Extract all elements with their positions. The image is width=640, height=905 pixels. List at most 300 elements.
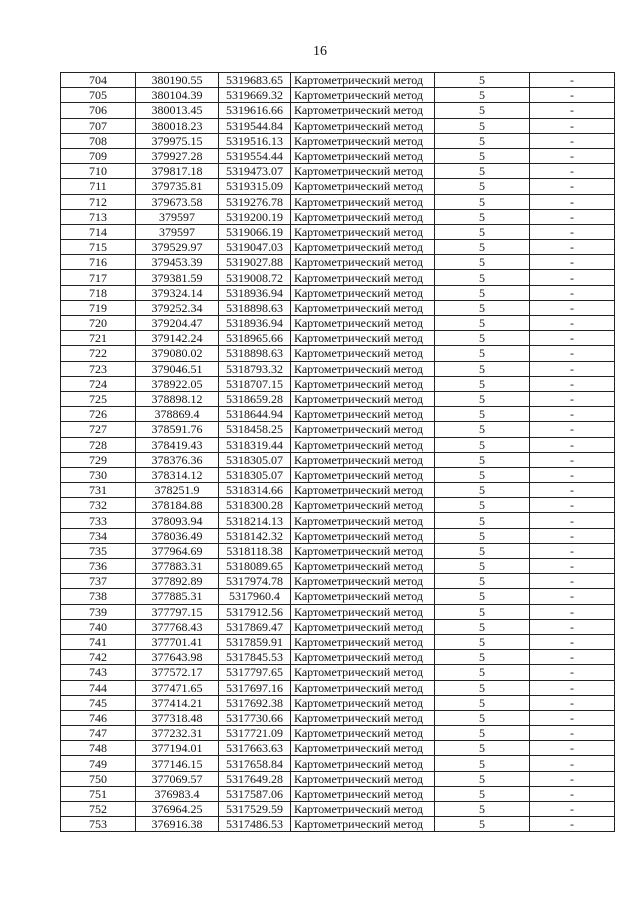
y-coordinate-cell: 5319047.03: [219, 240, 291, 255]
x-coordinate-cell: 379735.81: [136, 179, 219, 194]
point-number-cell: 745: [61, 695, 136, 710]
x-coordinate-cell: 377892.89: [136, 574, 219, 589]
x-coordinate-cell: 377146.15: [136, 756, 219, 771]
y-coordinate-cell: 5319669.32: [219, 88, 291, 103]
note-cell: -: [530, 513, 615, 528]
point-number-cell: 752: [61, 802, 136, 817]
note-cell: -: [530, 543, 615, 558]
method-cell: Картометрический метод: [291, 391, 435, 406]
point-number-cell: 712: [61, 194, 136, 209]
x-coordinate-cell: 377768.43: [136, 619, 219, 634]
point-number-cell: 732: [61, 498, 136, 513]
method-cell: Картометрический метод: [291, 756, 435, 771]
point-number-cell: 740: [61, 619, 136, 634]
accuracy-cell: 5: [435, 224, 530, 239]
point-number-cell: 725: [61, 391, 136, 406]
table-row: [61, 771, 615, 786]
accuracy-cell: 5: [435, 726, 530, 741]
note-cell: -: [530, 164, 615, 179]
point-number-cell: 707: [61, 118, 136, 133]
x-coordinate-cell: 378922.05: [136, 376, 219, 391]
method-cell: Картометрический метод: [291, 300, 435, 315]
method-cell: Картометрический метод: [291, 103, 435, 118]
accuracy-cell: 5: [435, 164, 530, 179]
x-coordinate-cell: 379453.39: [136, 255, 219, 270]
note-cell: -: [530, 270, 615, 285]
y-coordinate-cell: 5317869.47: [219, 619, 291, 634]
table-row: [61, 513, 615, 528]
point-number-cell: 744: [61, 680, 136, 695]
accuracy-cell: 5: [435, 589, 530, 604]
y-coordinate-cell: 5317529.59: [219, 802, 291, 817]
note-cell: -: [530, 255, 615, 270]
y-coordinate-cell: 5318936.94: [219, 285, 291, 300]
accuracy-cell: 5: [435, 452, 530, 467]
x-coordinate-cell: 377797.15: [136, 604, 219, 619]
accuracy-cell: 5: [435, 133, 530, 148]
table-row: [61, 726, 615, 741]
x-coordinate-cell: 377414.21: [136, 695, 219, 710]
x-coordinate-cell: 377572.17: [136, 665, 219, 680]
table-row: [61, 680, 615, 695]
note-cell: -: [530, 285, 615, 300]
point-number-cell: 751: [61, 786, 136, 801]
accuracy-cell: 5: [435, 786, 530, 801]
accuracy-cell: 5: [435, 331, 530, 346]
table-row: [61, 665, 615, 680]
x-coordinate-cell: 379142.24: [136, 331, 219, 346]
point-number-cell: 743: [61, 665, 136, 680]
x-coordinate-cell: 377471.65: [136, 680, 219, 695]
page-number: 16: [313, 44, 327, 59]
x-coordinate-cell: 379204.47: [136, 316, 219, 331]
y-coordinate-cell: 5317845.53: [219, 650, 291, 665]
note-cell: -: [530, 680, 615, 695]
table-body: [61, 73, 615, 832]
y-coordinate-cell: 5317797.65: [219, 665, 291, 680]
table-row: [61, 483, 615, 498]
point-number-cell: 741: [61, 634, 136, 649]
accuracy-cell: 5: [435, 376, 530, 391]
x-coordinate-cell: 379252.34: [136, 300, 219, 315]
x-coordinate-cell: 380018.23: [136, 118, 219, 133]
table-row: [61, 255, 615, 270]
y-coordinate-cell: 5318793.32: [219, 361, 291, 376]
accuracy-cell: 5: [435, 285, 530, 300]
x-coordinate-cell: 378869.4: [136, 407, 219, 422]
method-cell: Картометрический метод: [291, 422, 435, 437]
accuracy-cell: 5: [435, 73, 530, 88]
x-coordinate-cell: 376964.25: [136, 802, 219, 817]
accuracy-cell: 5: [435, 88, 530, 103]
x-coordinate-cell: 380013.45: [136, 103, 219, 118]
y-coordinate-cell: 5318458.25: [219, 422, 291, 437]
x-coordinate-cell: 379927.28: [136, 148, 219, 163]
note-cell: -: [530, 452, 615, 467]
y-coordinate-cell: 5317859.91: [219, 634, 291, 649]
y-coordinate-cell: 5317912.56: [219, 604, 291, 619]
x-coordinate-cell: 377232.31: [136, 726, 219, 741]
y-coordinate-cell: 5319516.13: [219, 133, 291, 148]
note-cell: -: [530, 376, 615, 391]
point-number-cell: 753: [61, 817, 136, 832]
method-cell: Картометрический метод: [291, 316, 435, 331]
note-cell: -: [530, 422, 615, 437]
accuracy-cell: 5: [435, 756, 530, 771]
method-cell: Картометрический метод: [291, 133, 435, 148]
x-coordinate-cell: 378184.88: [136, 498, 219, 513]
y-coordinate-cell: 5317721.09: [219, 726, 291, 741]
method-cell: Картометрический метод: [291, 209, 435, 224]
method-cell: Картометрический метод: [291, 817, 435, 832]
table-row: [61, 407, 615, 422]
note-cell: -: [530, 437, 615, 452]
accuracy-cell: 5: [435, 817, 530, 832]
y-coordinate-cell: 5318314.66: [219, 483, 291, 498]
point-number-cell: 726: [61, 407, 136, 422]
y-coordinate-cell: 5318319.44: [219, 437, 291, 452]
table-row: [61, 634, 615, 649]
note-cell: -: [530, 589, 615, 604]
note-cell: -: [530, 361, 615, 376]
table-row: [61, 285, 615, 300]
method-cell: Картометрический метод: [291, 467, 435, 482]
table-row: [61, 695, 615, 710]
accuracy-cell: 5: [435, 650, 530, 665]
y-coordinate-cell: 5318898.63: [219, 300, 291, 315]
point-number-cell: 708: [61, 133, 136, 148]
table-row: [61, 270, 615, 285]
accuracy-cell: 5: [435, 300, 530, 315]
x-coordinate-cell: 377318.48: [136, 710, 219, 725]
method-cell: Картометрический метод: [291, 179, 435, 194]
y-coordinate-cell: 5319683.65: [219, 73, 291, 88]
table-row: [61, 574, 615, 589]
x-coordinate-cell: 378898.12: [136, 391, 219, 406]
y-coordinate-cell: 5317649.28: [219, 771, 291, 786]
note-cell: -: [530, 574, 615, 589]
x-coordinate-cell: 379817.18: [136, 164, 219, 179]
point-number-cell: 727: [61, 422, 136, 437]
y-coordinate-cell: 5317486.53: [219, 817, 291, 832]
method-cell: Картометрический метод: [291, 73, 435, 88]
y-coordinate-cell: 5318898.63: [219, 346, 291, 361]
table-row: [61, 240, 615, 255]
note-cell: -: [530, 528, 615, 543]
table-row: [61, 452, 615, 467]
accuracy-cell: 5: [435, 255, 530, 270]
x-coordinate-cell: 379597: [136, 209, 219, 224]
point-number-cell: 734: [61, 528, 136, 543]
point-number-cell: 704: [61, 73, 136, 88]
y-coordinate-cell: 5319027.88: [219, 255, 291, 270]
x-coordinate-cell: 379597: [136, 224, 219, 239]
table-row: [61, 194, 615, 209]
method-cell: Картометрический метод: [291, 346, 435, 361]
accuracy-cell: 5: [435, 346, 530, 361]
table-row: [61, 528, 615, 543]
point-number-cell: 748: [61, 741, 136, 756]
x-coordinate-cell: 377964.69: [136, 543, 219, 558]
note-cell: -: [530, 483, 615, 498]
note-cell: -: [530, 103, 615, 118]
y-coordinate-cell: 5319008.72: [219, 270, 291, 285]
x-coordinate-cell: 376983.4: [136, 786, 219, 801]
y-coordinate-cell: 5319544.84: [219, 118, 291, 133]
method-cell: Картометрический метод: [291, 255, 435, 270]
point-number-cell: 729: [61, 452, 136, 467]
point-number-cell: 709: [61, 148, 136, 163]
table-row: [61, 118, 615, 133]
point-number-cell: 715: [61, 240, 136, 255]
method-cell: Картометрический метод: [291, 240, 435, 255]
point-number-cell: 705: [61, 88, 136, 103]
table-row: [61, 802, 615, 817]
table-row: [61, 88, 615, 103]
accuracy-cell: 5: [435, 270, 530, 285]
x-coordinate-cell: 377194.01: [136, 741, 219, 756]
method-cell: Картометрический метод: [291, 437, 435, 452]
note-cell: -: [530, 194, 615, 209]
table-row: [61, 73, 615, 88]
note-cell: -: [530, 179, 615, 194]
x-coordinate-cell: 380104.39: [136, 88, 219, 103]
accuracy-cell: 5: [435, 665, 530, 680]
accuracy-cell: 5: [435, 391, 530, 406]
method-cell: Картометрический метод: [291, 498, 435, 513]
note-cell: -: [530, 710, 615, 725]
y-coordinate-cell: 5318118.38: [219, 543, 291, 558]
x-coordinate-cell: 376916.38: [136, 817, 219, 832]
y-coordinate-cell: 5318214.13: [219, 513, 291, 528]
accuracy-cell: 5: [435, 513, 530, 528]
table-row: [61, 650, 615, 665]
y-coordinate-cell: 5319066.19: [219, 224, 291, 239]
y-coordinate-cell: 5319200.19: [219, 209, 291, 224]
accuracy-cell: 5: [435, 802, 530, 817]
note-cell: -: [530, 118, 615, 133]
note-cell: -: [530, 331, 615, 346]
note-cell: -: [530, 300, 615, 315]
method-cell: Картометрический метод: [291, 376, 435, 391]
point-number-cell: 720: [61, 316, 136, 331]
x-coordinate-cell: 378093.94: [136, 513, 219, 528]
x-coordinate-cell: 378314.12: [136, 467, 219, 482]
y-coordinate-cell: 5317974.78: [219, 574, 291, 589]
accuracy-cell: 5: [435, 118, 530, 133]
method-cell: Картометрический метод: [291, 148, 435, 163]
accuracy-cell: 5: [435, 194, 530, 209]
accuracy-cell: 5: [435, 680, 530, 695]
point-number-cell: 738: [61, 589, 136, 604]
note-cell: -: [530, 604, 615, 619]
y-coordinate-cell: 5319276.78: [219, 194, 291, 209]
accuracy-cell: 5: [435, 543, 530, 558]
method-cell: Картометрический метод: [291, 771, 435, 786]
accuracy-cell: 5: [435, 741, 530, 756]
y-coordinate-cell: 5318936.94: [219, 316, 291, 331]
table-row: [61, 437, 615, 452]
method-cell: Картометрический метод: [291, 224, 435, 239]
x-coordinate-cell: 379046.51: [136, 361, 219, 376]
method-cell: Картометрический метод: [291, 483, 435, 498]
x-coordinate-cell: 379324.14: [136, 285, 219, 300]
point-number-cell: 733: [61, 513, 136, 528]
method-cell: Картометрический метод: [291, 665, 435, 680]
accuracy-cell: 5: [435, 710, 530, 725]
accuracy-cell: 5: [435, 209, 530, 224]
x-coordinate-cell: 377883.31: [136, 559, 219, 574]
note-cell: -: [530, 240, 615, 255]
y-coordinate-cell: 5317697.16: [219, 680, 291, 695]
table-row: [61, 589, 615, 604]
point-number-cell: 728: [61, 437, 136, 452]
method-cell: Картометрический метод: [291, 604, 435, 619]
accuracy-cell: 5: [435, 574, 530, 589]
note-cell: -: [530, 224, 615, 239]
method-cell: Картометрический метод: [291, 619, 435, 634]
point-number-cell: 710: [61, 164, 136, 179]
note-cell: -: [530, 498, 615, 513]
accuracy-cell: 5: [435, 771, 530, 786]
method-cell: Картометрический метод: [291, 559, 435, 574]
table-row: [61, 133, 615, 148]
y-coordinate-cell: 5317658.84: [219, 756, 291, 771]
table-row: [61, 559, 615, 574]
note-cell: -: [530, 665, 615, 680]
method-cell: Картометрический метод: [291, 164, 435, 179]
method-cell: Картометрический метод: [291, 513, 435, 528]
note-cell: -: [530, 695, 615, 710]
method-cell: Картометрический метод: [291, 331, 435, 346]
y-coordinate-cell: 5318965.66: [219, 331, 291, 346]
point-number-cell: 747: [61, 726, 136, 741]
point-number-cell: 735: [61, 543, 136, 558]
note-cell: -: [530, 771, 615, 786]
x-coordinate-cell: 378036.49: [136, 528, 219, 543]
accuracy-cell: 5: [435, 316, 530, 331]
accuracy-cell: 5: [435, 498, 530, 513]
table-row: [61, 300, 615, 315]
table-row: [61, 710, 615, 725]
table-row: [61, 316, 615, 331]
note-cell: -: [530, 316, 615, 331]
y-coordinate-cell: 5319315.09: [219, 179, 291, 194]
accuracy-cell: 5: [435, 407, 530, 422]
accuracy-cell: 5: [435, 422, 530, 437]
method-cell: Картометрический метод: [291, 589, 435, 604]
point-number-cell: 721: [61, 331, 136, 346]
method-cell: Картометрический метод: [291, 194, 435, 209]
note-cell: -: [530, 467, 615, 482]
accuracy-cell: 5: [435, 604, 530, 619]
y-coordinate-cell: 5317960.4: [219, 589, 291, 604]
table-row: [61, 361, 615, 376]
point-number-cell: 739: [61, 604, 136, 619]
accuracy-cell: 5: [435, 559, 530, 574]
accuracy-cell: 5: [435, 437, 530, 452]
note-cell: -: [530, 741, 615, 756]
table-row: [61, 103, 615, 118]
point-number-cell: 724: [61, 376, 136, 391]
method-cell: Картометрический метод: [291, 270, 435, 285]
y-coordinate-cell: 5317587.06: [219, 786, 291, 801]
method-cell: Картометрический метод: [291, 528, 435, 543]
y-coordinate-cell: 5319616.66: [219, 103, 291, 118]
method-cell: Картометрический метод: [291, 680, 435, 695]
point-number-cell: 711: [61, 179, 136, 194]
table-row: [61, 604, 615, 619]
point-number-cell: 714: [61, 224, 136, 239]
table-row: [61, 756, 615, 771]
y-coordinate-cell: 5317692.38: [219, 695, 291, 710]
method-cell: Картометрический метод: [291, 741, 435, 756]
y-coordinate-cell: 5318644.94: [219, 407, 291, 422]
x-coordinate-cell: 379381.59: [136, 270, 219, 285]
method-cell: Картометрический метод: [291, 452, 435, 467]
method-cell: Картометрический метод: [291, 407, 435, 422]
table-row: [61, 224, 615, 239]
table-row: [61, 346, 615, 361]
x-coordinate-cell: 379673.58: [136, 194, 219, 209]
point-number-cell: 746: [61, 710, 136, 725]
x-coordinate-cell: 378591.76: [136, 422, 219, 437]
y-coordinate-cell: 5319473.07: [219, 164, 291, 179]
x-coordinate-cell: 377885.31: [136, 589, 219, 604]
note-cell: -: [530, 634, 615, 649]
table-row: [61, 391, 615, 406]
accuracy-cell: 5: [435, 483, 530, 498]
point-number-cell: 719: [61, 300, 136, 315]
table-row: [61, 164, 615, 179]
note-cell: -: [530, 650, 615, 665]
table-row: [61, 331, 615, 346]
y-coordinate-cell: 5318305.07: [219, 467, 291, 482]
method-cell: Картометрический метод: [291, 543, 435, 558]
x-coordinate-cell: 378419.43: [136, 437, 219, 452]
accuracy-cell: 5: [435, 240, 530, 255]
method-cell: Картометрический метод: [291, 802, 435, 817]
table-row: [61, 817, 615, 832]
table-row: [61, 467, 615, 482]
point-number-cell: 730: [61, 467, 136, 482]
method-cell: Картометрический метод: [291, 574, 435, 589]
point-number-cell: 749: [61, 756, 136, 771]
point-number-cell: 718: [61, 285, 136, 300]
table-row: [61, 786, 615, 801]
y-coordinate-cell: 5318305.07: [219, 452, 291, 467]
note-cell: -: [530, 133, 615, 148]
accuracy-cell: 5: [435, 361, 530, 376]
method-cell: Картометрический метод: [291, 710, 435, 725]
table-row: [61, 148, 615, 163]
accuracy-cell: 5: [435, 148, 530, 163]
x-coordinate-cell: 377643.98: [136, 650, 219, 665]
point-number-cell: 717: [61, 270, 136, 285]
note-cell: -: [530, 817, 615, 832]
point-number-cell: 722: [61, 346, 136, 361]
method-cell: Картометрический метод: [291, 634, 435, 649]
method-cell: Картометрический метод: [291, 118, 435, 133]
y-coordinate-cell: 5318142.32: [219, 528, 291, 543]
method-cell: Картометрический метод: [291, 361, 435, 376]
accuracy-cell: 5: [435, 528, 530, 543]
y-coordinate-cell: 5318089.65: [219, 559, 291, 574]
method-cell: Картометрический метод: [291, 285, 435, 300]
y-coordinate-cell: 5317663.63: [219, 741, 291, 756]
method-cell: Картометрический метод: [291, 650, 435, 665]
accuracy-cell: 5: [435, 103, 530, 118]
